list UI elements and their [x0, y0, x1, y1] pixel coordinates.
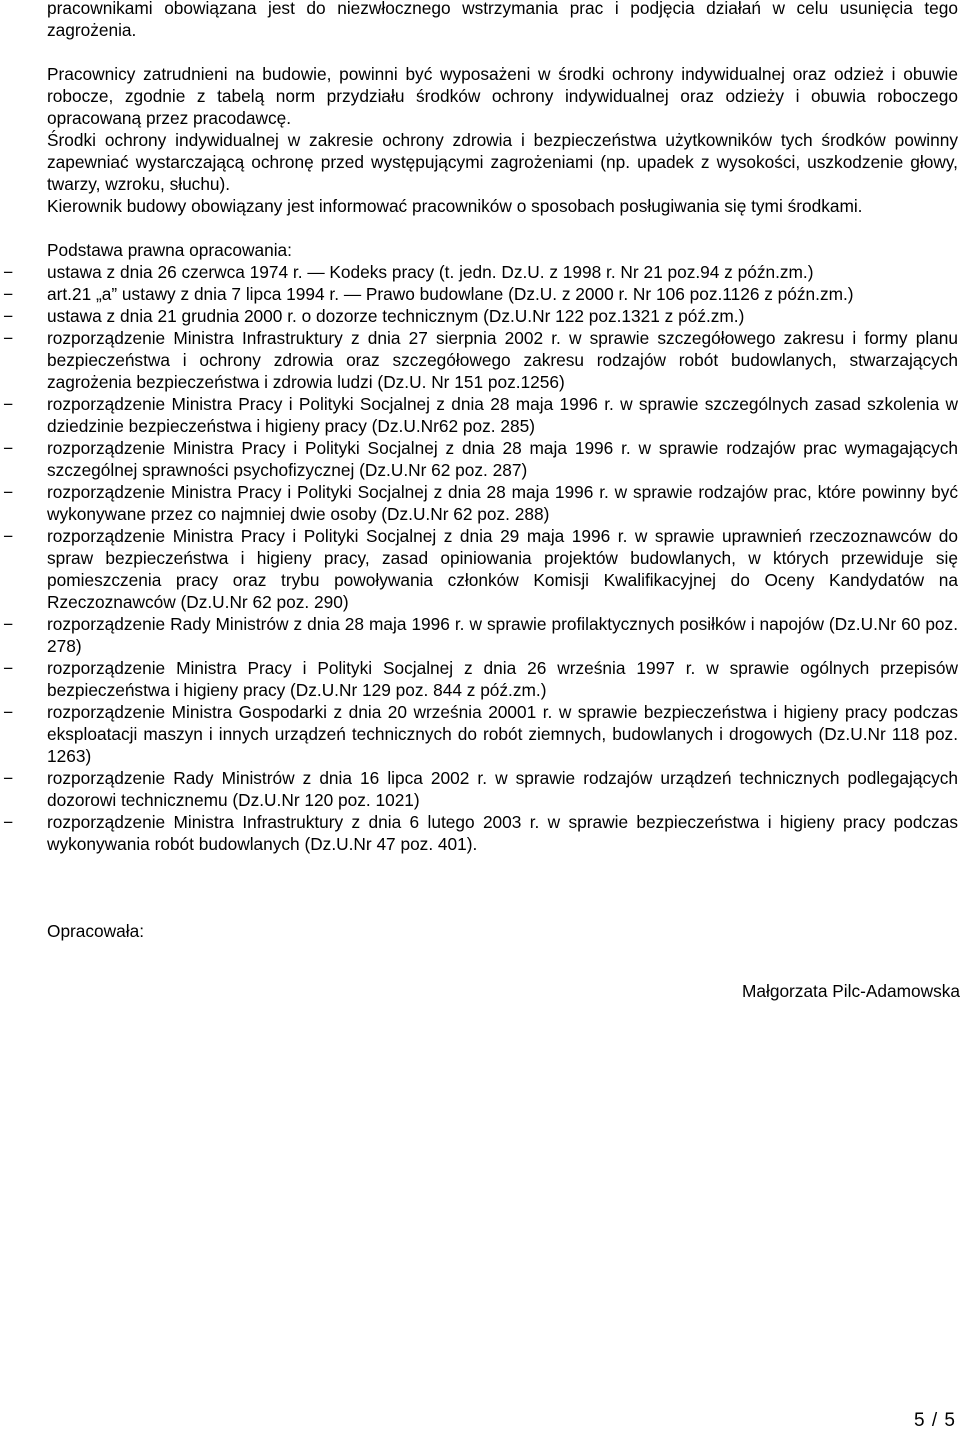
- legal-basis-item: − rozporządzenie Ministra Pracy i Polityki Socjalnej z dnia 26 września 1997 r. w sprawie ogólnych przepisów bezpieczeństwa i higieny pracy (Dz.U.Nr 129 poz. 844 z póź.zm.): [3, 658, 958, 700]
- legal-basis-list: [3, 261, 958, 855]
- legal-basis-heading: Podstawa prawna opracowania:: [47, 240, 292, 260]
- legal-basis-item: − rozporządzenie Ministra Pracy i Polityki Socjalnej z dnia 28 maja 1996 r. w sprawie szczególnych zasad szkolenia w dziedzinie bezpieczeństwa i higieny pracy (Dz.U.Nr62 poz. 285): [3, 394, 958, 436]
- legal-basis-item: − rozporządzenie Ministra Pracy i Polityki Socjalnej z dnia 28 maja 1996 r. w sprawie rodzajów prac wymagających szczególnej sprawności psychofizycznej (Dz.U.Nr 62 poz. 287): [3, 438, 958, 480]
- legal-basis-item: − rozporządzenie Ministra Pracy i Polityki Socjalnej z dnia 29 maja 1996 r. w sprawie uprawnień rzeczoznawców do spraw bezpieczeństwa i higieny pracy, zasad opiniowania projektów budowlanych, w których przewiduje się pomieszczenia pracy oraz trybu powoływania członków Komisji Kwalifikacyjnej do Oceny Kandydatów na Rzeczoznawców (Dz.U.Nr 62 poz. 290): [3, 526, 958, 612]
- paragraph-equipment-requirements: Środki ochrony indywidualnej w zakresie ochrony zdrowia i bezpieczeństwa użytkowników tych środków powinny zapewniać wystarczającą ochronę przed występującymi zagrożeniami (np. upadek z wysokości, uszkodzenie głowy, twarzy, wzroku, słuchu).: [47, 130, 958, 194]
- list-dash: −: [3, 614, 14, 634]
- paragraph-protective-equipment: Pracownicy zatrudnieni na budowie, powinni być wyposażeni w środki ochrony indywidualnej oraz odzież i obuwie robocze, zgodnie z tabelą norm przydziału środków ochrony indywidualnej oraz odzieży i obuwia roboczego opracowaną przez pracodawcę.: [47, 64, 958, 128]
- list-dash: −: [3, 394, 14, 414]
- document-body: [3, 0, 960, 1002]
- list-dash: −: [3, 482, 14, 502]
- list-dash: −: [3, 702, 14, 722]
- legal-basis-item: − rozporządzenie Ministra Gospodarki z dnia 20 września 20001 r. w sprawie bezpieczeństwa i higieny pracy podczas eksploatacji maszyn i innych urządzeń technicznych do robót ziemnych, budowlanych i drogowych (Dz.U.Nr 118 poz. 1263): [3, 702, 958, 766]
- prepared-by-label: Opracowała:: [47, 921, 145, 941]
- legal-basis-item: − rozporządzenie Ministra Infrastruktury z dnia 27 sierpnia 2002 r. w sprawie szczegółowego zakresu i formy planu bezpieczeństwa i ochrony zdrowia oraz szczegółowego zakresu rodzajów robót budowlanych, stwarzających zagrożenia bezpieczeństwa i zdrowia ludzi (Dz.U. Nr 151 poz.1256): [3, 328, 958, 392]
- list-dash: −: [3, 768, 14, 788]
- list-dash: −: [3, 306, 14, 326]
- legal-basis-item: − ustawa z dnia 21 grudnia 2000 r. o dozorze technicznym (Dz.U.Nr 122 poz.1321 z póź.zm.): [3, 306, 745, 326]
- legal-basis-item: − ustawa z dnia 26 czerwca 1974 r. — Kodeks pracy (t. jedn. Dz.U. z 1998 r. Nr 21 poz.94 z późn.zm.): [3, 262, 814, 282]
- author-signature: [47, 980, 960, 1002]
- legal-basis-item: − art.21 „a” ustawy z dnia 7 lipca 1994 r. — Prawo budowlane (Dz.U. z 2000 r. Nr 106 poz.1126 z późn.zm.): [3, 284, 854, 304]
- legal-basis-item: − rozporządzenie Rady Ministrów z dnia 16 lipca 2002 r. w sprawie rodzajów urządzeń technicznych podlegających dozorowi technicznemu (Dz.U.Nr 120 poz. 1021): [3, 768, 958, 810]
- page-number: 5 / 5: [914, 1410, 956, 1431]
- list-dash: −: [3, 658, 14, 678]
- list-dash: −: [3, 328, 14, 348]
- list-dash: −: [3, 284, 14, 304]
- legal-basis-item: − rozporządzenie Ministra Infrastruktury z dnia 6 lutego 2003 r. w sprawie bezpieczeństwa i higieny pracy podczas wykonywania robót budowlanych (Dz.U.Nr 47 poz. 401).: [3, 812, 958, 854]
- list-dash: −: [3, 526, 14, 546]
- list-dash: −: [3, 812, 14, 832]
- legal-basis-item: − rozporządzenie Ministra Pracy i Polityki Socjalnej z dnia 28 maja 1996 r. w sprawie rodzajów prac, które powinny być wykonywane przez co najmniej dwie osoby (Dz.U.Nr 62 poz. 288): [3, 482, 958, 524]
- author-name: Małgorzata Pilc-Adamowska: [741, 981, 960, 1001]
- list-dash: −: [3, 438, 14, 458]
- list-dash: −: [3, 262, 14, 282]
- paragraph-site-manager-duty: Kierownik budowy obowiązany jest informować pracowników o sposobach posługiwania się tymi środkami.: [47, 196, 863, 216]
- legal-basis-item: − rozporządzenie Rady Ministrów z dnia 28 maja 1996 r. w sprawie profilaktycznych posiłków i napojów (Dz.U.Nr 60 poz. 278): [3, 614, 958, 656]
- intro-paragraph: pracownikami obowiązana jest do niezwłocznego wstrzymania prac i podjęcia działań w celu usunięcia tego zagrożenia.: [47, 0, 958, 40]
